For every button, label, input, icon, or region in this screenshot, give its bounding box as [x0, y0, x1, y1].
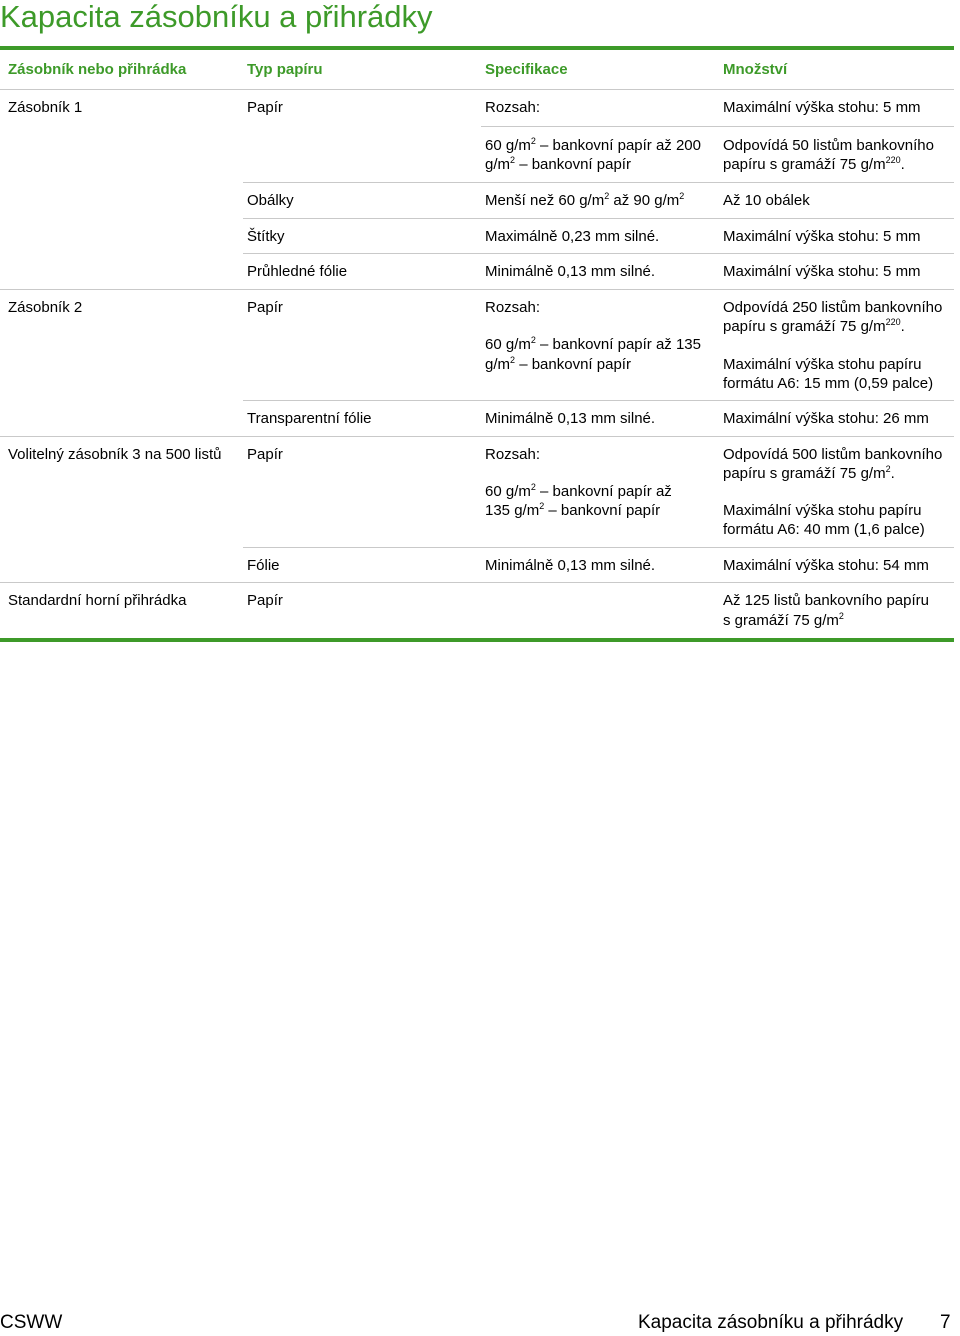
row-divider [243, 218, 954, 219]
row-divider [0, 582, 954, 583]
film-spec: Minimálně 0,13 mm silné. [485, 557, 656, 574]
row-divider [243, 182, 954, 183]
row-divider [243, 253, 954, 254]
top-bin-qty-line2: s gramáží 75 $g/m^2$ [723, 611, 844, 629]
tray-2-spec-range-line2: $g/m^2$ – bankovní papír [485, 355, 631, 373]
tray-2-cell: Zásobník 2 [8, 299, 83, 316]
tray-3-cell: Volitelný zásobník 3 na 500 listů [8, 446, 222, 463]
tray-3-a6-line2: formátu A6: 40 mm (1,6 palce) [723, 521, 925, 538]
tray-2-a6-line2: formátu A6: 15 mm (0,59 palce) [723, 375, 934, 392]
tray-1-spec: Rozsah: [485, 99, 541, 116]
tray-2-capacity-line1: Odpovídá 250 listům bankovního [723, 299, 943, 316]
labels-qty: Maximální výška stohu: 5 mm [723, 228, 921, 245]
top-bin-type: Papír [247, 592, 283, 609]
transparency-qty: Maximální výška stohu: 26 mm [723, 410, 929, 427]
tray-3-spec: Rozsah: [485, 446, 541, 463]
table-top-rule [0, 46, 954, 50]
tray-3-capacity-line2: papíru s gramáží 75 $g/m^2$. [723, 464, 895, 482]
tray-2-capacity-line2: papíru s gramáží 75 $g/m^{220}$. [723, 317, 905, 335]
header-quantity: Množství [723, 61, 788, 78]
tray-3-spec-range-line2: 135 $g/m^2$ – bankovní papír [485, 501, 661, 519]
clear-film-qty: Maximální výška stohu: 5 mm [723, 263, 921, 280]
row-divider [0, 436, 954, 437]
clear-film-spec: Minimálně 0,13 mm silné. [485, 263, 656, 280]
tray-1-capacity-line2: papíru s gramáží 75 $g/m^{220}$. [723, 155, 905, 173]
envelopes-spec: Menší než 60 $g/m^2$ až 90 $g/m^2$ [485, 191, 685, 209]
tray-3-capacity-line1: Odpovídá 500 listům bankovního [723, 446, 943, 463]
row-divider [0, 289, 954, 290]
tray-1-spec-range-line1: 60 $g/m^2$ – bankovní papír až 200 [485, 136, 701, 154]
tray-2-a6-line1: Maximální výška stohu papíru [723, 356, 922, 373]
film-type: Fólie [247, 557, 280, 574]
row-divider [243, 400, 954, 401]
tray-2-spec: Rozsah: [485, 299, 541, 316]
envelopes-qty: Až 10 obálek [723, 192, 810, 209]
top-bin-qty-line1: Až 125 listů bankovního papíru [723, 592, 929, 609]
tray-3-spec-range-line1: 60 $g/m^2$ – bankovní papír až [485, 482, 672, 500]
row-divider [481, 126, 954, 127]
tray-1-qty: Maximální výška stohu: 5 mm [723, 99, 921, 116]
header-divider [0, 89, 954, 90]
header-tray: Zásobník nebo přihrádka [8, 61, 187, 78]
top-bin-cell: Standardní horní přihrádka [8, 592, 187, 609]
table-bottom-rule [0, 638, 954, 642]
tray-3-a6-line1: Maximální výška stohu papíru [723, 502, 922, 519]
labels-type: Štítky [247, 228, 285, 245]
page-number: 7 [940, 1312, 951, 1333]
transparency-spec: Minimálně 0,13 mm silné. [485, 410, 656, 427]
clear-film-type: Průhledné fólie [247, 263, 348, 280]
labels-spec: Maximálně 0,23 mm silné. [485, 228, 660, 245]
envelopes-type: Obálky [247, 192, 294, 209]
row-divider [243, 547, 954, 548]
transparency-type: Transparentní fólie [247, 410, 372, 427]
tray-2-type: Papír [247, 299, 283, 316]
page-title: Kapacita zásobníku a přihrádky [0, 0, 433, 34]
tray-1-type: Papír [247, 99, 283, 116]
footer-section-title: Kapacita zásobníku a přihrádky [638, 1312, 904, 1333]
tray-1-capacity-line1: Odpovídá 50 listům bankovního [723, 137, 934, 154]
footer-left-label: CSWW [0, 1312, 63, 1333]
tray-3-type: Papír [247, 446, 283, 463]
header-spec: Specifikace [485, 61, 568, 78]
tray-1-cell: Zásobník 1 [8, 99, 83, 116]
tray-1-spec-range-line2: $g/m^2$ – bankovní papír [485, 155, 631, 173]
tray-2-spec-range-line1: 60 $g/m^2$ – bankovní papír až 135 [485, 335, 701, 353]
header-paper-type: Typ papíru [247, 61, 323, 78]
film-qty: Maximální výška stohu: 54 mm [723, 557, 929, 574]
